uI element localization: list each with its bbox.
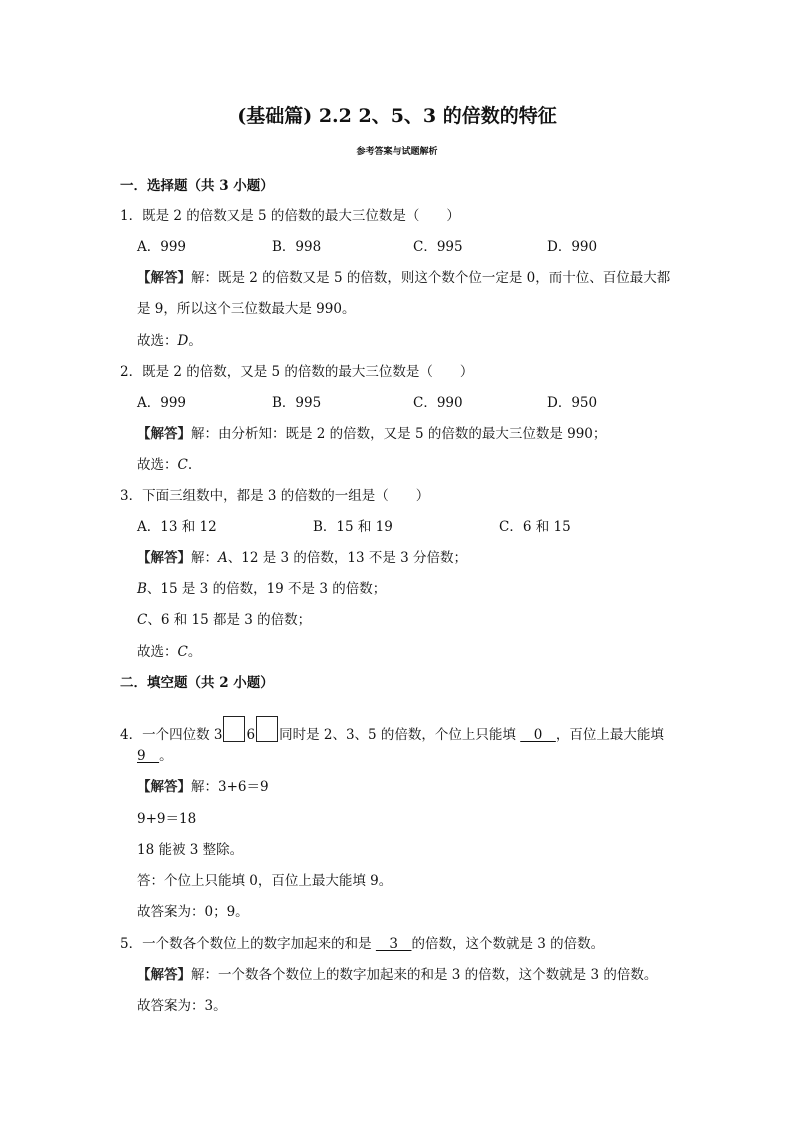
answer-text: 、15 是 3 的倍数，19 不是 3 的倍数； bbox=[146, 581, 387, 597]
choice-letter: C bbox=[177, 644, 188, 660]
option-letter: A bbox=[218, 550, 228, 566]
stem-text: 6 bbox=[246, 727, 256, 743]
question-5-final: 故答案为：3。 bbox=[137, 998, 227, 1014]
answer-tag: 【解答】 bbox=[137, 550, 191, 566]
question-2-option-c: C．990 bbox=[413, 395, 463, 411]
choice-prefix: 故选： bbox=[137, 457, 178, 473]
question-3-option-c: C．6 和 15 bbox=[499, 519, 571, 535]
answer-tag: 【解答】 bbox=[137, 426, 191, 442]
choice-letter: C bbox=[177, 457, 188, 473]
question-1-stem: 1．既是 2 的倍数又是 5 的倍数的最大三位数是（ ） bbox=[120, 208, 460, 224]
answer-text: 解：一个数各个数位上的数字加起来的和是 3 的倍数，这个数就是 3 的倍数。 bbox=[191, 967, 658, 983]
choice-prefix: 故选： bbox=[137, 644, 178, 660]
stem-text: 的倍数，这个数就是 3 的倍数。 bbox=[411, 936, 605, 952]
answer-blank: 3 bbox=[375, 936, 412, 952]
answer-text: 、6 和 15 都是 3 的倍数； bbox=[147, 612, 312, 628]
choice-prefix: 故选： bbox=[137, 333, 178, 349]
answer-prefix: 解： bbox=[191, 550, 218, 566]
question-4-stem bbox=[120, 716, 664, 743]
question-5-answer bbox=[137, 969, 657, 983]
digit-box-ones bbox=[256, 716, 278, 742]
question-2-choice bbox=[137, 459, 192, 473]
question-4-answer-line-3: 18 能被 3 整除。 bbox=[137, 842, 244, 858]
question-1-choice bbox=[137, 335, 202, 349]
question-5-stem bbox=[120, 938, 604, 952]
answer-text: 解：3+6＝9 bbox=[191, 779, 269, 795]
answer-blank-ones: 0 bbox=[520, 727, 556, 743]
question-4-answer-line-5: 故答案为：0；9。 bbox=[137, 904, 249, 920]
question-2-stem: 2．既是 2 的倍数，又是 5 的倍数的最大三位数是（ ） bbox=[120, 364, 474, 380]
page-title: (基础篇) 2.2 2、5、3 的倍数的特征 bbox=[237, 105, 557, 127]
question-1-option-c: C．995 bbox=[413, 239, 463, 255]
choice-suffix: 。 bbox=[188, 333, 202, 349]
stem-text: 4．一个四位数 3 bbox=[120, 727, 223, 743]
question-2-option-d: D．950 bbox=[547, 395, 598, 411]
stem-text: 5．一个数各个数位上的数字加起来的和是 bbox=[120, 936, 372, 952]
question-3-choice bbox=[137, 646, 201, 660]
section-heading-fill: 二．填空题（共 2 小题） bbox=[120, 675, 274, 691]
question-2-option-a: A．999 bbox=[137, 395, 187, 411]
answer-text: 解：既是 2 的倍数又是 5 的倍数，则这个数个位一定是 0，而十位、百位最大都 bbox=[191, 270, 671, 286]
question-1-option-a: A．999 bbox=[137, 239, 187, 255]
stem-text: 。 bbox=[159, 748, 173, 764]
question-1-option-b: B．998 bbox=[272, 239, 322, 255]
question-3-answer-line-1 bbox=[137, 552, 467, 566]
choice-suffix: . bbox=[187, 457, 193, 473]
answer-tag: 【解答】 bbox=[137, 270, 191, 286]
question-4-answer-line-1 bbox=[137, 781, 269, 795]
question-4-answer-line-4: 答：个位上只能填 0，百位上最大能填 9。 bbox=[137, 873, 393, 889]
stem-text: 同时是 2、3、5 的倍数，个位上只能填 bbox=[279, 727, 516, 743]
answer-text: 、12 是 3 的倍数，13 不是 3 分倍数； bbox=[227, 550, 468, 566]
digit-box-hundreds bbox=[223, 716, 245, 742]
question-1-answer-line-2: 是 9，所以这个三位数最大是 990。 bbox=[137, 301, 356, 317]
question-2-answer bbox=[137, 428, 606, 442]
answer-text: 解：由分析知：既是 2 的倍数，又是 5 的倍数的最大三位数是 990； bbox=[191, 426, 607, 442]
question-3-answer-line-2 bbox=[137, 583, 386, 597]
question-3-stem: 3．下面三组数中，都是 3 的倍数的一组是（ ） bbox=[120, 488, 430, 504]
question-1-answer-line-1 bbox=[137, 272, 670, 286]
stem-text: ，百位上最大能填 bbox=[555, 727, 664, 743]
option-letter: C bbox=[137, 612, 148, 628]
choice-suffix: 。 bbox=[187, 644, 202, 660]
question-2-option-b: B．995 bbox=[272, 395, 322, 411]
section-heading-choice: 一．选择题（共 3 小题） bbox=[120, 178, 274, 194]
question-1-option-d: D．990 bbox=[547, 239, 598, 255]
answer-blank-hundreds: 9 bbox=[137, 748, 160, 764]
question-3-answer-line-3 bbox=[137, 614, 311, 628]
question-4-stem-line-2 bbox=[137, 750, 173, 764]
question-3-option-b: B．15 和 19 bbox=[313, 519, 393, 535]
answer-tag: 【解答】 bbox=[137, 779, 191, 795]
option-letter: B bbox=[137, 581, 147, 597]
answer-tag: 【解答】 bbox=[137, 967, 191, 983]
choice-letter: D bbox=[177, 333, 189, 349]
page-subtitle: 参考答案与试题解析 bbox=[356, 147, 438, 157]
question-4-answer-line-2: 9+9＝18 bbox=[137, 811, 197, 827]
question-3-option-a: A．13 和 12 bbox=[137, 519, 217, 535]
